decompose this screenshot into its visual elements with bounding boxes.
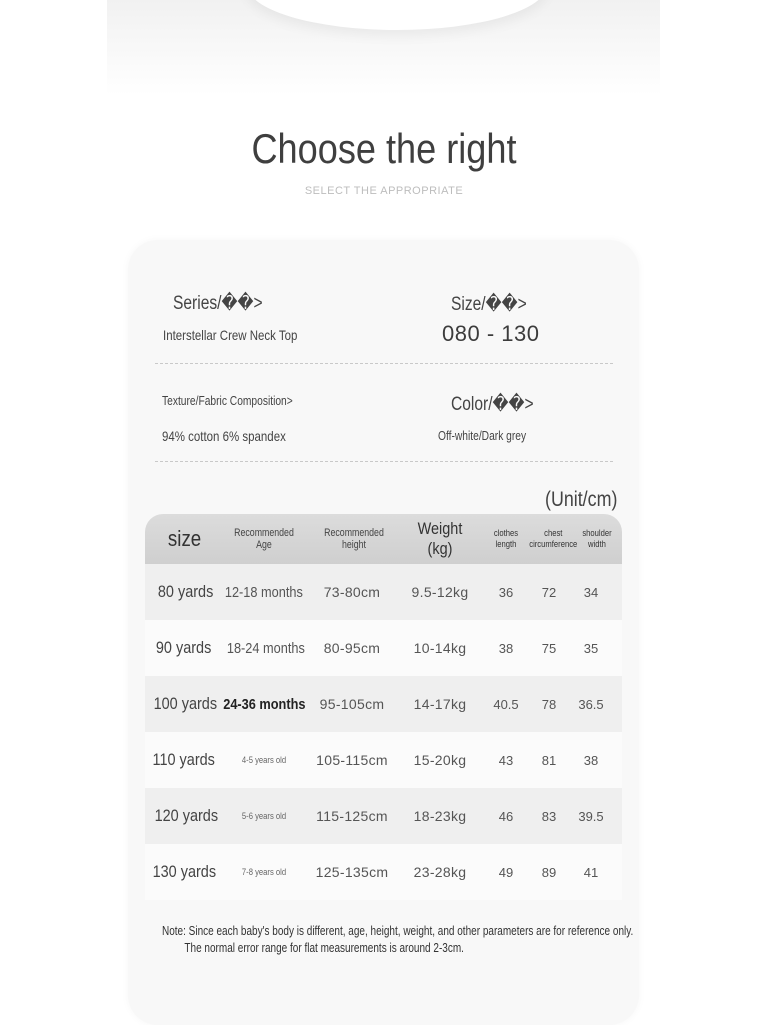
cell-height: 125-135cm	[315, 864, 389, 880]
cell-shoulder: 35	[583, 640, 599, 656]
texture-value: 94% cotton 6% spandex	[162, 428, 286, 444]
header-height: Recommended height	[324, 527, 384, 551]
page-subtitle: SELECT THE APPROPRIATE	[304, 185, 464, 197]
page-title: Choose the right	[251, 125, 517, 172]
header-age: Recommended Age	[234, 527, 294, 551]
cell-length: 43	[498, 752, 514, 768]
top-product-image-fade	[107, 0, 660, 95]
note-line-1: Note: Since each baby's body is different, age, height, weight, and other parameters are for reference only.	[162, 924, 634, 938]
texture-label: Texture/Fabric Composition>	[162, 394, 293, 408]
cell-shoulder: 41	[583, 864, 599, 880]
table-row	[145, 564, 622, 620]
cell-size: 120 yards	[154, 806, 218, 825]
cell-weight: 10-14kg	[413, 640, 467, 656]
cell-shoulder: 36.5	[578, 696, 604, 712]
cell-size: 80 yards	[158, 582, 214, 601]
cell-shoulder: 38	[583, 752, 599, 768]
color-value: Off-white/Dark grey	[438, 429, 527, 443]
cell-height: 115-125cm	[316, 808, 388, 824]
cell-age: 12-18 months	[225, 583, 303, 601]
cell-shoulder: 39.5	[578, 808, 604, 824]
header-length: clothes length	[493, 528, 519, 549]
cell-age: 4-5 years old	[241, 755, 287, 765]
cell-age: 24-36 months	[222, 695, 306, 713]
size-range-value: 080 - 130	[442, 321, 540, 346]
table-row	[145, 620, 622, 676]
header-size: size	[168, 526, 202, 551]
cell-height: 80-95cm	[323, 640, 381, 656]
divider	[155, 363, 613, 364]
cell-length: 46	[498, 808, 514, 824]
table-row	[145, 844, 622, 900]
size-label: Size/��>	[451, 294, 527, 315]
cell-length: 36	[498, 584, 514, 600]
cell-chest: 83	[541, 808, 557, 824]
cell-age: 7-8 years old	[241, 867, 287, 877]
size-table	[145, 514, 622, 900]
cell-size: 110 yards	[152, 750, 216, 769]
table-row	[145, 788, 622, 844]
cell-size: 100 yards	[153, 694, 217, 713]
cell-length: 40.5	[493, 696, 519, 712]
cell-age: 18-24 months	[227, 639, 305, 657]
color-label: Color/��>	[451, 394, 534, 415]
cell-length: 49	[498, 864, 514, 880]
cell-chest: 89	[541, 864, 557, 880]
cell-chest: 81	[541, 752, 557, 768]
note-line-2: The normal error range for flat measurements is around 2-3cm.	[184, 941, 464, 955]
cell-weight: 9.5-12kg	[411, 584, 469, 600]
table-row	[145, 732, 622, 788]
table-header-row	[145, 514, 622, 564]
cell-chest: 75	[541, 640, 557, 656]
cell-chest: 72	[541, 584, 557, 600]
series-value: Interstellar Crew Neck Top	[163, 327, 298, 343]
cell-height: 73-80cm	[323, 584, 381, 600]
product-image-edge	[247, 0, 547, 30]
cell-size: 90 yards	[156, 638, 212, 657]
cell-height: 95-105cm	[319, 696, 385, 712]
series-label: Series/��>	[173, 293, 263, 314]
cell-age: 5-6 years old	[241, 811, 287, 821]
header-shoulder: shoulder width	[582, 528, 612, 549]
header-weight: Weight (kg)	[417, 519, 463, 558]
table-row	[145, 676, 622, 732]
cell-length: 38	[498, 640, 514, 656]
cell-weight: 18-23kg	[413, 808, 467, 824]
cell-weight: 14-17kg	[413, 696, 467, 712]
cell-shoulder: 34	[583, 584, 599, 600]
divider	[155, 461, 613, 462]
header-chest: chest circumference	[528, 528, 578, 549]
cell-weight: 23-28kg	[413, 864, 467, 880]
cell-height: 105-115cm	[316, 752, 388, 768]
cell-weight: 15-20kg	[413, 752, 467, 768]
cell-size: 130 yards	[152, 862, 216, 881]
unit-label: (Unit/cm)	[545, 488, 618, 511]
note-text	[162, 923, 633, 957]
cell-chest: 78	[541, 696, 557, 712]
